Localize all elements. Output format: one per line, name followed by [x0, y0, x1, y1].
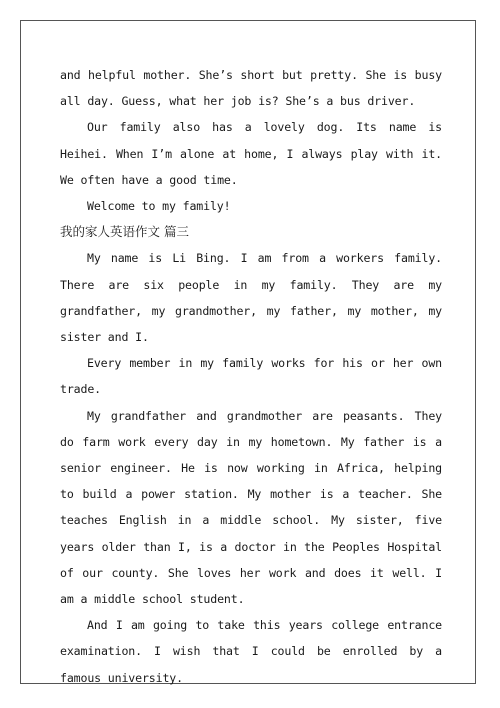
section-heading: 我的家人英语作文 篇三: [60, 224, 189, 240]
paragraph: Welcome to my family!: [87, 199, 231, 214]
paragraph: My name is Li Bing. I am from a workers family. There are six people in my family. They are my grandfather, my grandmother, my father, my mother, my sister and I.: [60, 251, 442, 345]
paragraph: My grandfather and grandmother are peasants. They do farm work every day in my hometown. My father is a senior engineer. He is now working in Africa, helping to build a power station. My mother is a teacher. She teaches English in a middle school. My sister, five years older than I, is a doctor in the Peoples Hospital of our county. She loves her work and does it well. I am a middle school student.: [60, 408, 442, 607]
paragraph: and helpful mother. She’s short but pretty. She is busy all day. Guess, what her job is? She’s a bus driver.: [60, 68, 442, 109]
document-body: [60, 62, 442, 691]
paragraph: And I am going to take this years college entrance examination. I wish that I could be enrolled by a famous university.: [60, 618, 442, 685]
paragraph: Our family also has a lovely dog. Its name is Heihei. When I’m alone at home, I always play with it. We often have a good time.: [60, 120, 442, 187]
paragraph: Every member in my family works for his or her own trade.: [60, 356, 442, 397]
